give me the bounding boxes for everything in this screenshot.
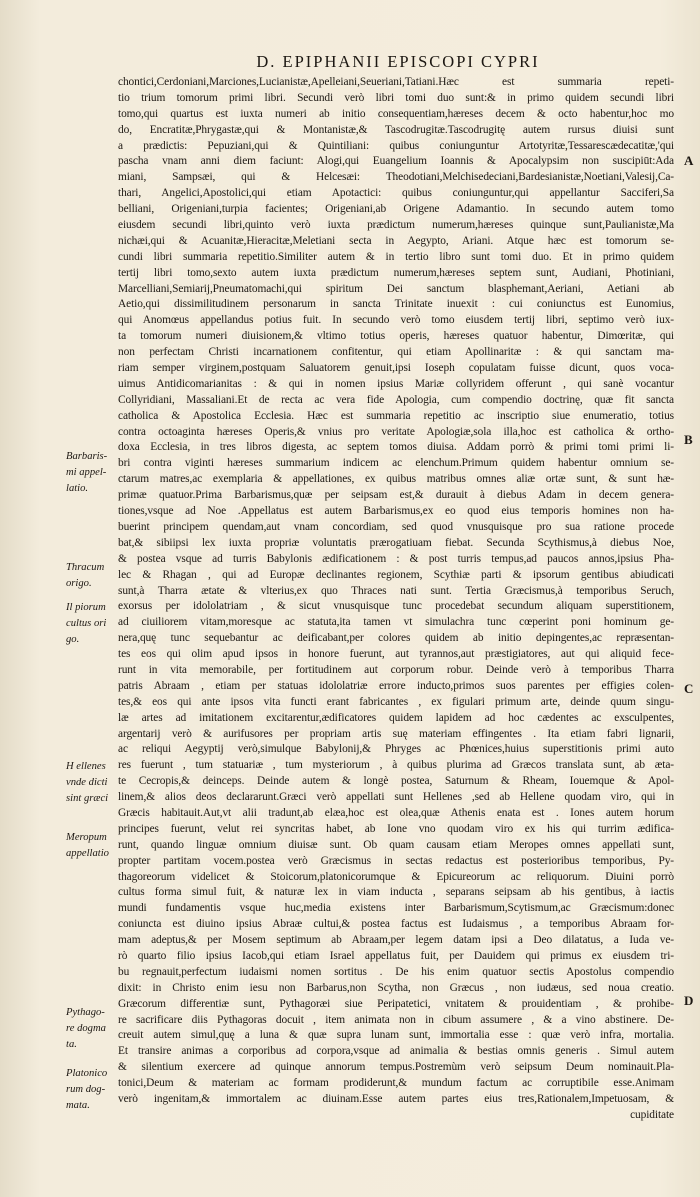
text-line: uimus Antidicomarianitas : & qui in nomen ipsius Mariæ collyridem offerunt , qui sanè vocantur xyxy=(118,377,674,390)
text-line: do, Encratitæ,Phrygastæ,qui & Montanistæ,& Tascodrugitæ.Tascodrugitę autem rursus diuisi sunt xyxy=(118,123,674,136)
margin-note-line: Barbaris- xyxy=(66,451,108,462)
margin-note-idolorum xyxy=(66,600,106,648)
margin-note-thracum xyxy=(66,560,104,592)
margin-note-line: origo. xyxy=(66,577,92,589)
text-line: argentarij verò & aurifusores per propriam artis suę materiam effingentes . Ita etiam fabri lignarii, xyxy=(118,727,674,740)
text-line: te Cecropis,& deinceps. Deinde autem & longè postea, Saturnum & Rheam, Iouemque & Apol- xyxy=(118,775,674,788)
text-line: tomo,qui quartus est iuxta numeri ab initio consequentiam,hæreses decem & octo habentur,hoc mo xyxy=(118,107,674,120)
section-letter-b: B xyxy=(684,432,693,447)
text-line: ad ciuiliorem vitam,moresque ac statuta,ita tamen vt simulachra tunc cœperint poni hominum ge- xyxy=(118,616,674,629)
margin-note-line: vnde dicti xyxy=(66,776,108,788)
text-line: principes fuerunt, velut rei syncritas habet, ab Ione vno quodam viro ex his qui turrim ædifica- xyxy=(118,822,674,835)
margin-note-line: Meropum xyxy=(66,832,107,843)
text-line: tio trium tomorum primi libri. Secundi verò libri tomi duo sunt:& in primo quidem secundi libri xyxy=(118,91,674,104)
text-line: verò ingenitam,& immortalem ac diuinam.Esse autem partes eius tres,Rationalem,Impetuosam, & xyxy=(118,1093,674,1105)
section-letter-a: A xyxy=(684,153,694,168)
margin-note-barbarismi xyxy=(66,449,107,497)
margin-note-line: mi appel- xyxy=(66,466,107,478)
text-line: nichæi,qui & Acuanitæ,Hieracitæ,Meletiani secta in Aegypto, Ariani. Atque hæc est tomorum se- xyxy=(118,234,674,247)
text-line: linem,& alios deos declararunt.Græci verò appellati sunt Hellenes ,sed ab Hellene quodam viro, qui in xyxy=(118,791,674,804)
margin-note-line: appellatio xyxy=(66,847,109,859)
text-line: bat,& sibiipsi lex iuxta propriæ voluntatis prærogatiuam fiebat. Secunda Scythismus,à diebus Noe, xyxy=(118,536,674,549)
text-line: mundi fundamentis vsque huc,media existens inter Barbarismum,Scytismum,ac Græcismum:donec xyxy=(118,902,674,915)
text-line: Græcis habitauit.Aut,vt alii tradunt,ab elæa,hoc est olea,quæ Athenis enata est . Iones autem horum xyxy=(118,806,674,819)
text-line: Et transire animas a corporibus ad corpora,vsque ad animalia & bestias omnis generis . Simul autem xyxy=(118,1045,674,1058)
text-line: cundi libri summaria repetitio.Similiter autem & in tertio libro sunt tomi duo. Et in primo quidem xyxy=(118,250,674,263)
margin-note-line: re dogma xyxy=(66,1022,106,1034)
text-line: mam adeptus,& per Mosem septimum ab Abraam,per legem datam ipsi a Deo dilatatus, a Iuda ve- xyxy=(118,934,674,947)
text-line: dixit: in Christo enim iesu non Barbarus,non Scytha, non Græcus , non iudæus, sed noua creatio. xyxy=(118,981,674,994)
text-line: coniuncta est diuino ipsius Abraæ cultui,& postea factus est Iudaismus , a temporibus Abraam for- xyxy=(118,918,674,931)
text-line: pascha vnam anni diem faciunt: Alogi,qui Euangelium Ioannis & Apocalypsim non suscipiūt:Ada xyxy=(118,155,674,168)
text-line: primæ quatuor.Prima Barbarismus,quæ per seipsam est,& durauit à diebus Adam in decem genera- xyxy=(118,489,674,502)
margin-note-line: cultus ori xyxy=(66,617,107,629)
section-letter-c: C xyxy=(684,681,694,696)
text-line: tes,& eos qui ante ipsos vita functi erant fabricantes , ex figulari primum arte, deinde quum singu- xyxy=(118,695,674,708)
text-line: buerint principem quendam,aut vnam concordiam, sed quod vnusquisque pro sua ratione procede xyxy=(118,520,674,533)
text-line: runt in vita memorabile, per fortitudinem aut corporum robur. Deinde verò à temporibus Tharra xyxy=(118,663,674,676)
text-line: chontici,Cerdoniani,Marciones,Lucianistæ,Apelleiani,Seueriani,Tatiani.Hæc est summaria repeti- xyxy=(118,76,674,88)
text-line: bu regnauit,perfectum iudaismi nomen sortitus . De his enim quatuor sectis Apostolus compendio xyxy=(118,965,674,978)
text-line: bri contra viginti hæreses summarium indicem ac elenchum.Primum quidem habentur omnium se- xyxy=(118,457,674,470)
text-line: tertij libri tomo,sexto autem iuxta prædictum numerum,hæreses septem sunt, Audiani, Photiniani, xyxy=(118,266,674,279)
margin-note-line: Platonico xyxy=(66,1068,108,1079)
text-line: catholica & Apostolica Ecclesia. Hæc est summaria repetitio ac inscriptio siue enumeratio, totius xyxy=(118,409,674,422)
text-line: lec & Rhagan , qui ad Europæ declinantes regionem, Scythiæ parti & ipsorum gentibus abiudicati xyxy=(118,568,674,581)
section-letter-d: D xyxy=(684,993,694,1008)
text-line: rò quarto filio ipsius Iacob,qui etiam Israel appellatus fuit, per Dauidem qui primus ex eiusdem tri- xyxy=(118,949,674,962)
margin-note-hellenes xyxy=(66,759,108,807)
margin-note-line: Il piorum xyxy=(66,602,106,613)
margin-note-platonicorum xyxy=(66,1066,107,1114)
text-line: re sacrificare diis Pythagoras docuit , item animata non in cibum assumere , & a vino abstinere. De- xyxy=(118,1013,674,1026)
text-line: cultus forma simul fuit, & naturæ lex in viam inducta , separans seipsam ab his gentibus, à iactis xyxy=(118,886,674,899)
margin-note-line: H ellenes xyxy=(66,761,106,772)
text-line: tes eos qui olim apud ipsos in honore fuerunt, aut tyrannos,aut præstigiatores, aut qui aliquid fece- xyxy=(118,648,674,661)
margin-note-line: sint græci xyxy=(66,792,109,804)
text-line: thari, Angelici,Apostolici,qui etiam Apotactici: quibus coniunguntur,qui appellantur Sacciferi,Sa xyxy=(118,187,674,200)
text-line: nera,quę tunc sequebantur ac deificabant,per colores quidem ab initio depingentes,ac repræsentan- xyxy=(118,632,674,645)
margin-note-line: Thracum xyxy=(66,562,105,573)
margin-note-line: go. xyxy=(66,633,80,645)
text-line: a prædictis: Pepuziani,qui & Quintiliani: quibus coniunguntur Artotyritæ,Tessarescædecatitæ,'qui xyxy=(118,139,674,152)
text-line: belliani, Origeniani,turpia facientes; Origeniani,ab Origene Adamantio. In secundo autem tomo xyxy=(118,203,674,216)
text-line: eiusdem secundi libri,quinto verò iuxta prædictum numerum,hæreses quinque sunt,Paulianistæ,Ma xyxy=(118,219,674,232)
text-line: miani, Sampsæi, qui & Helcesæi: Theodotiani,Melchisedeciani,Bardesianistæ,Noetiani,Valesij,Ca- xyxy=(118,171,674,184)
text-line: tonici,Deum & materiam ac formam prodiderunt,& mundum factum ac corruptibile esse.Animam xyxy=(118,1077,674,1090)
text-line: ta tomorum numeri diuisionem,& vltimo totius operis, hæreses quatuor habentur, Dimœritæ, qui xyxy=(118,330,674,343)
text-line: ac reliqui Aegyptij verò,simulque Babylonij,& Phryges ac Phœnices,huius superstitionis primi auto xyxy=(118,743,674,756)
text-line: res fuerunt , tum statuariæ , tum mysteriorum , à quibus plurima ad Græcos translata sunt, ab æta- xyxy=(118,759,674,772)
text-line: exorsus per idololatriam , & sicut vnusquisque tunc procedebat secundum aliquam superstitionem, xyxy=(118,600,674,613)
text-line: Marcelliani,Semiarij,Pneumatomachi,qui spiritum Dei sanctum blasphemant,Aeriani, Aetiani ab xyxy=(118,282,674,295)
text-line: creuit autem simul,quę a luna & quæ supra lunam sunt, immortalia esse : quæ verò infra, mortalia. xyxy=(118,1029,674,1042)
text-line: Collyridiani, Massaliani.Et de recta ac vera fide Apologia, cum compendio doctrinę, quæ fit sancta xyxy=(118,393,674,406)
body-text xyxy=(118,75,674,1124)
text-line: læ artes ad imitationem excitarentur,ædificatores quidem lapidem ad hoc cædentes ac exsculpentes, xyxy=(118,711,674,724)
margin-note-line: mata. xyxy=(66,1099,90,1111)
text-line: Aetio,qui dissimilitudinem personarum in sancta Trinitate inuexit : cui coniunctus est Eunomius, xyxy=(118,298,674,311)
text-line: & postea vsque ad turris Babylonis ædificationem : & post turris tempus,ad paucos annos,ipsius Pha- xyxy=(118,552,674,565)
margin-note-line: latio. xyxy=(66,482,89,494)
text-line: non perfectam Christi incarnationem confitentur, qui etiam Apollinaritæ : & qui sanctam ma- xyxy=(118,346,674,359)
text-line: sunt,à Tharra ætate & vlterius,ex quo Thraces nati sunt. Tertia Græcismus,à temporibus Seruch, xyxy=(118,584,674,597)
catchword: cupiditate xyxy=(630,1108,674,1121)
text-line: runt, quando linguæ omnium diuisæ sunt. Ob quam causam etiam Meropes omnes appellati sunt, xyxy=(118,838,674,851)
running-title: D. EPIPHANII EPISCOPI CYPRI xyxy=(256,52,540,71)
margin-note-pythagore xyxy=(66,1005,106,1053)
text-line: & silentium exercere ad quinque annorum tempus.Postremùm verò seipsum Deum nominauit.Pla- xyxy=(118,1061,674,1074)
text-line: tiones,vsque ad Noe .Appellatus est autem Barbarismus,ex eo quod eius temporis homines non ha- xyxy=(118,505,674,518)
margin-note-line: Pythago- xyxy=(66,1007,105,1018)
text-line: patris Abraam , etiam per statuas idololatriæ errore inducto,primos suos parentes per effigies colen- xyxy=(118,679,674,692)
margin-note-line: ta. xyxy=(66,1038,77,1050)
margin-note-meropum xyxy=(66,830,109,862)
text-line: Græcorum differentiæ sunt, Pythagoræi siue Peripatetici, vnitatem & prouidentiam , & prohibe- xyxy=(118,997,674,1010)
text-line: contra octoaginta hæreses Operis,& vnius pro veritate Apologiæ,sola illa,hoc est catholica & ortho- xyxy=(118,425,674,438)
text-line: propter partitam vocem.postea verò Græcismus in sectas redactus est posterioribus temporibus, Py- xyxy=(118,854,674,867)
text-line: qui Anomœus appellandus potius fuit. In secundo verò tomo eiusdem tertij libri, septimo verò iux- xyxy=(118,314,674,327)
text-line: doxa Ecclesia, in tres libros digesta, ac septem tomos diuisa. Addam porrò & primi tomi primi li- xyxy=(118,441,674,454)
text-line: thagoreorum videlicet & Stoicorum,platonicorumque & Epicureorum ac reliquorum. Diuini porrò xyxy=(118,870,674,883)
margin-note-line: rum dog- xyxy=(66,1083,106,1095)
text-line: ctarum matres,ac exemplaria & appellationes, ex quibus matribus omnes aliæ ortæ sunt, & sunt hæ- xyxy=(118,473,674,486)
text-line: riam semper virginem,postquam Saluatorem genuit,ipsi Ioseph copulatam fuisse dicunt, quos voca- xyxy=(118,362,674,375)
